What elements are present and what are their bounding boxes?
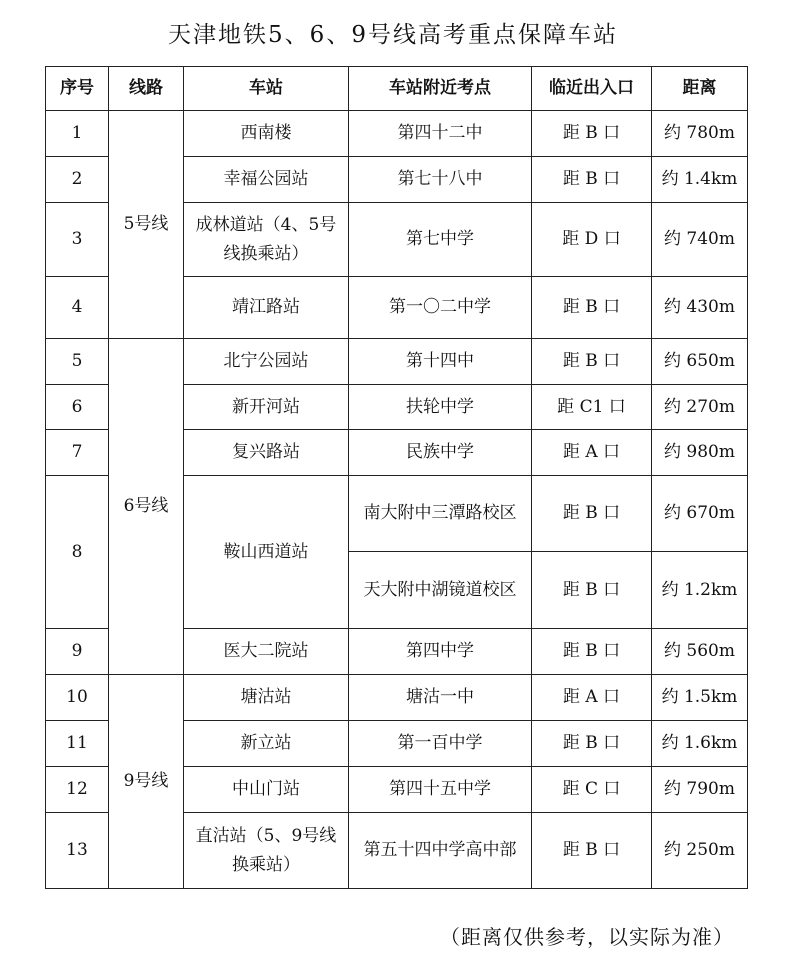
exit-cell: 距 C1 口 [532, 385, 652, 430]
exit-cell: 距 C 口 [532, 767, 652, 813]
school-cell: 扶轮中学 [349, 385, 532, 430]
station-cell: 靖江路站 [184, 277, 349, 339]
school-cell: 第七十八中 [349, 157, 532, 203]
header-cell: 距离 [652, 67, 748, 111]
station-cell: 北宁公园站 [184, 339, 349, 385]
row-number: 4 [46, 277, 109, 339]
exit-cell: 距 A 口 [532, 430, 652, 476]
exit-cell: 距 B 口 [532, 277, 652, 339]
school-cell: 塘沽一中 [349, 675, 532, 721]
distance-cell: 约 650m [652, 339, 748, 385]
exit-cell: 距 B 口 [532, 721, 652, 767]
row-number: 8 [46, 476, 109, 629]
school-cell: 第一〇二中学 [349, 277, 532, 339]
distance-cell: 约 430m [652, 277, 748, 339]
station-cell: 西南楼 [184, 111, 349, 157]
school-cell: 第五十四中学高中部 [349, 813, 532, 889]
distance-cell: 约 980m [652, 430, 748, 476]
row-number: 13 [46, 813, 109, 889]
table-row [46, 339, 748, 385]
school-cell: 第七中学 [349, 203, 532, 277]
station-cell: 鞍山西道站 [184, 476, 349, 629]
exit-cell: 距 B 口 [532, 552, 652, 629]
row-number: 11 [46, 721, 109, 767]
school-cell: 天大附中湖镜道校区 [349, 552, 532, 629]
page-title: 天津地铁5、6、9号线高考重点保障车站 [168, 22, 618, 48]
distance-cell: 约 270m [652, 385, 748, 430]
station-cell: 复兴路站 [184, 430, 349, 476]
distance-cell: 约 1.5km [652, 675, 748, 721]
header-row [46, 67, 748, 111]
header-cell: 车站 [184, 67, 349, 111]
row-number: 2 [46, 157, 109, 203]
exit-cell: 距 B 口 [532, 476, 652, 552]
row-number: 3 [46, 203, 109, 277]
exit-cell: 距 B 口 [532, 339, 652, 385]
school-cell: 第四十二中 [349, 111, 532, 157]
exit-cell: 距 D 口 [532, 203, 652, 277]
footnote: （距离仅供参考，以实际为准） [440, 925, 734, 949]
exit-cell: 距 A 口 [532, 675, 652, 721]
line-cell: 6号线 [109, 339, 184, 675]
row-number: 7 [46, 430, 109, 476]
station-cell: 塘沽站 [184, 675, 349, 721]
school-cell: 第四中学 [349, 629, 532, 675]
row-number: 10 [46, 675, 109, 721]
distance-cell: 约 670m [652, 476, 748, 552]
stations-table [45, 66, 748, 889]
station-cell: 幸福公园站 [184, 157, 349, 203]
distance-cell: 约 560m [652, 629, 748, 675]
exit-cell: 距 B 口 [532, 111, 652, 157]
school-cell: 第一百中学 [349, 721, 532, 767]
exit-cell: 距 B 口 [532, 157, 652, 203]
row-number: 12 [46, 767, 109, 813]
station-cell: 新立站 [184, 721, 349, 767]
school-cell: 民族中学 [349, 430, 532, 476]
station-cell: 医大二院站 [184, 629, 349, 675]
distance-cell: 约 740m [652, 203, 748, 277]
header-cell: 临近出入口 [532, 67, 652, 111]
row-number: 1 [46, 111, 109, 157]
school-cell: 第四十五中学 [349, 767, 532, 813]
exit-cell: 距 B 口 [532, 813, 652, 889]
line-cell: 5号线 [109, 111, 184, 339]
header-cell: 线路 [109, 67, 184, 111]
station-cell: 成林道站（4、5号线换乘站） [184, 203, 349, 277]
header-cell: 序号 [46, 67, 109, 111]
distance-cell: 约 1.2km [652, 552, 748, 629]
table-row [46, 111, 748, 157]
table-row [46, 675, 748, 721]
distance-cell: 约 1.4km [652, 157, 748, 203]
station-cell: 中山门站 [184, 767, 349, 813]
distance-cell: 约 250m [652, 813, 748, 889]
exit-cell: 距 B 口 [532, 629, 652, 675]
distance-cell: 约 780m [652, 111, 748, 157]
station-cell: 直沽站（5、9号线换乘站） [184, 813, 349, 889]
distance-cell: 约 1.6km [652, 721, 748, 767]
station-cell: 新开河站 [184, 385, 349, 430]
header-cell: 车站附近考点 [349, 67, 532, 111]
row-number: 5 [46, 339, 109, 385]
school-cell: 第十四中 [349, 339, 532, 385]
row-number: 9 [46, 629, 109, 675]
school-cell: 南大附中三潭路校区 [349, 476, 532, 552]
distance-cell: 约 790m [652, 767, 748, 813]
row-number: 6 [46, 385, 109, 430]
line-cell: 9号线 [109, 675, 184, 889]
